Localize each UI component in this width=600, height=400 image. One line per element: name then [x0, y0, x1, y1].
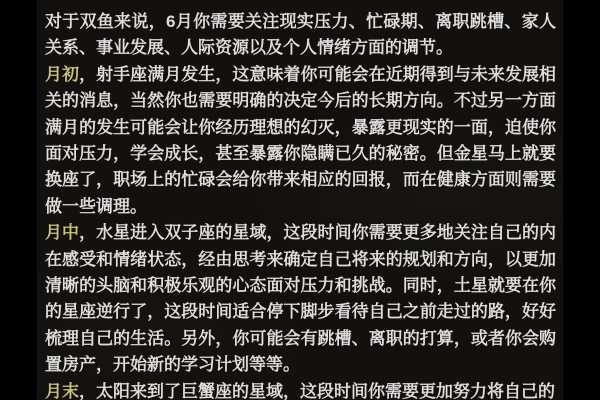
month-start-paragraph: [45, 62, 556, 220]
month-end-paragraph: [45, 379, 556, 400]
letterbox-right: [563, 0, 600, 400]
paragraph-text: ，太阳来到了巨蟹座的星域，这段时间你需要更加努力将自己的: [79, 381, 555, 400]
paragraph-text: 对于双鱼来说，6月你需要关注现实压力、忙碌期、离职跳槽、家人关系、事业发展、人际资源以及个人情绪方面的调节。: [45, 12, 556, 58]
horoscope-article: [45, 9, 556, 400]
content-panel: [37, 0, 563, 400]
paragraph-lead-month-middle: 月中: [45, 223, 80, 243]
paragraph-text: ，射手座满月发生，这意味着你可能会在近期得到与未来发展相关的消息，当然你也需要明确的决定今后的长期方向。不过另一方面满月的发生可能会让你经历理想的幻灭，暴露更现实的一面，迫使你面对压力，学会成长，甚至暴露你隐瞒已久的秘密。但金星马上就要换座了，职场上的忙碌会给你带来相应的回报，而在健康方面则需要做一些调理。: [45, 64, 557, 216]
intro-paragraph: [45, 9, 556, 62]
letterbox-left: [0, 0, 37, 400]
month-middle-paragraph: [45, 220, 556, 378]
paragraph-text: ，水星进入双子座的星域，这段时间你需要更多地关注自己的内在感受和情绪状态，经由思考来确定自己将来的规划和方向，以更加清晰的头脑和积极乐观的心态面对压力和挑战。同时，土星就要在你的星座逆行了，这段时间适合停下脚步看待自己之前走过的路，好好梳理自己的生活。另外，你可能会有跳槽、离职的打算，或者你会购置房产，开始新的学习计划等等。: [45, 223, 557, 375]
paragraph-lead-month-end: 月末: [45, 381, 79, 400]
paragraph-lead-month-start: 月初: [45, 64, 80, 84]
